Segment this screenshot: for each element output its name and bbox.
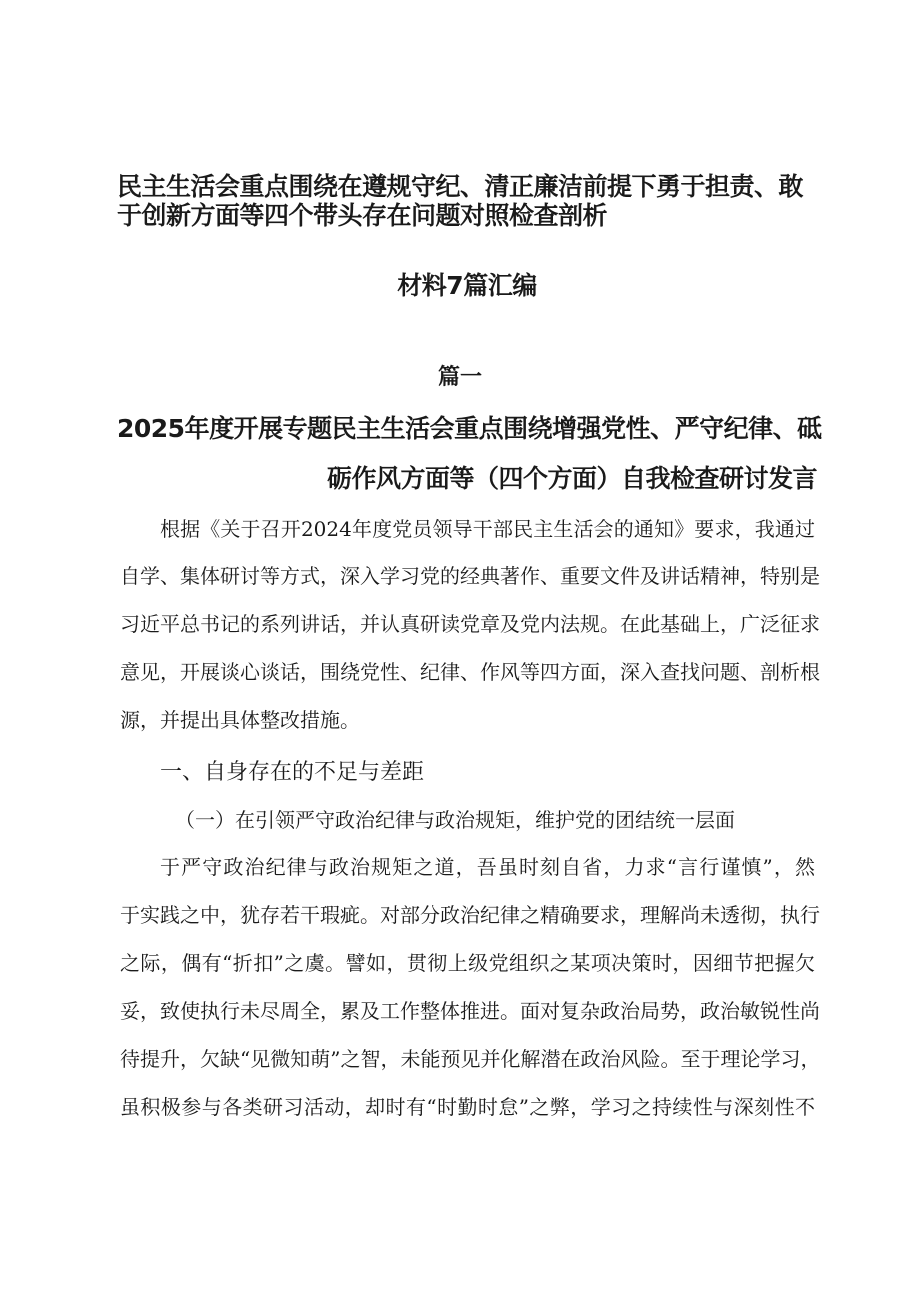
document-title-line-3: 材料7篇汇编 xyxy=(397,271,537,300)
document-title-line-1: 民主生活会重点围绕在遵规守纪、清正廉洁前提下勇于担责、敢 xyxy=(117,172,804,201)
subsection-heading: （一）在引领严守政治纪律与政治规矩，维护党的团结统一层面 xyxy=(175,808,735,832)
intro-paragraph-line: 意见，开展谈心谈话，围绕党性、纪律、作风等四方面，深入查找问题、剖析根 xyxy=(120,660,820,684)
intro-paragraph-line: 根据《关于召开2024年度党员领导干部民主生活会的通知》要求，我通过 xyxy=(160,517,815,541)
document-title-line-2: 于创新方面等四个带头存在问题对照检查剖析 xyxy=(117,201,608,230)
chapter-title-line-2: 砺作风方面等（四个方面）自我检查研讨发言 xyxy=(326,464,817,493)
intro-paragraph-line: 习近平总书记的系列讲话，并认真研读党章及党内法规。在此基础上，广泛征求 xyxy=(120,612,820,636)
body-paragraph-line: 于严守政治纪律与政治规矩之道，吾虽时刻自省，力求“言行谨慎”，然 xyxy=(160,855,815,879)
chapter-title-line-1: 2025年度开展专题民主生活会重点围绕增强党性、严守纪律、砥 xyxy=(117,414,822,443)
intro-paragraph-line: 源，并提出具体整改措施。 xyxy=(120,708,360,732)
chapter-label: 篇一 xyxy=(437,365,482,390)
section-heading: 一、自身存在的不足与差距 xyxy=(160,760,425,785)
body-paragraph-line: 虽积极参与各类研习活动，却时有“时勤时怠”之弊，学习之持续性与深刻性不 xyxy=(120,1095,815,1119)
body-paragraph-line: 之际，偶有“折扣”之虞。譬如，贯彻上级党组织之某项决策时，因细节把握欠 xyxy=(120,951,815,975)
body-paragraph-line: 妥，致使执行未尽周全，累及工作整体推进。面对复杂政治局势，政治敏锐性尚 xyxy=(120,999,820,1023)
body-paragraph-line: 于实践之中，犹存若干瑕疵。对部分政治纪律之精确要求，理解尚未透彻，执行 xyxy=(120,903,820,927)
body-paragraph-line: 待提升，欠缺“见微知萌”之智，未能预见并化解潜在政治风险。至于理论学习， xyxy=(120,1047,821,1071)
intro-paragraph-line: 自学、集体研讨等方式，深入学习党的经典著作、重要文件及讲话精神，特别是 xyxy=(120,564,820,588)
